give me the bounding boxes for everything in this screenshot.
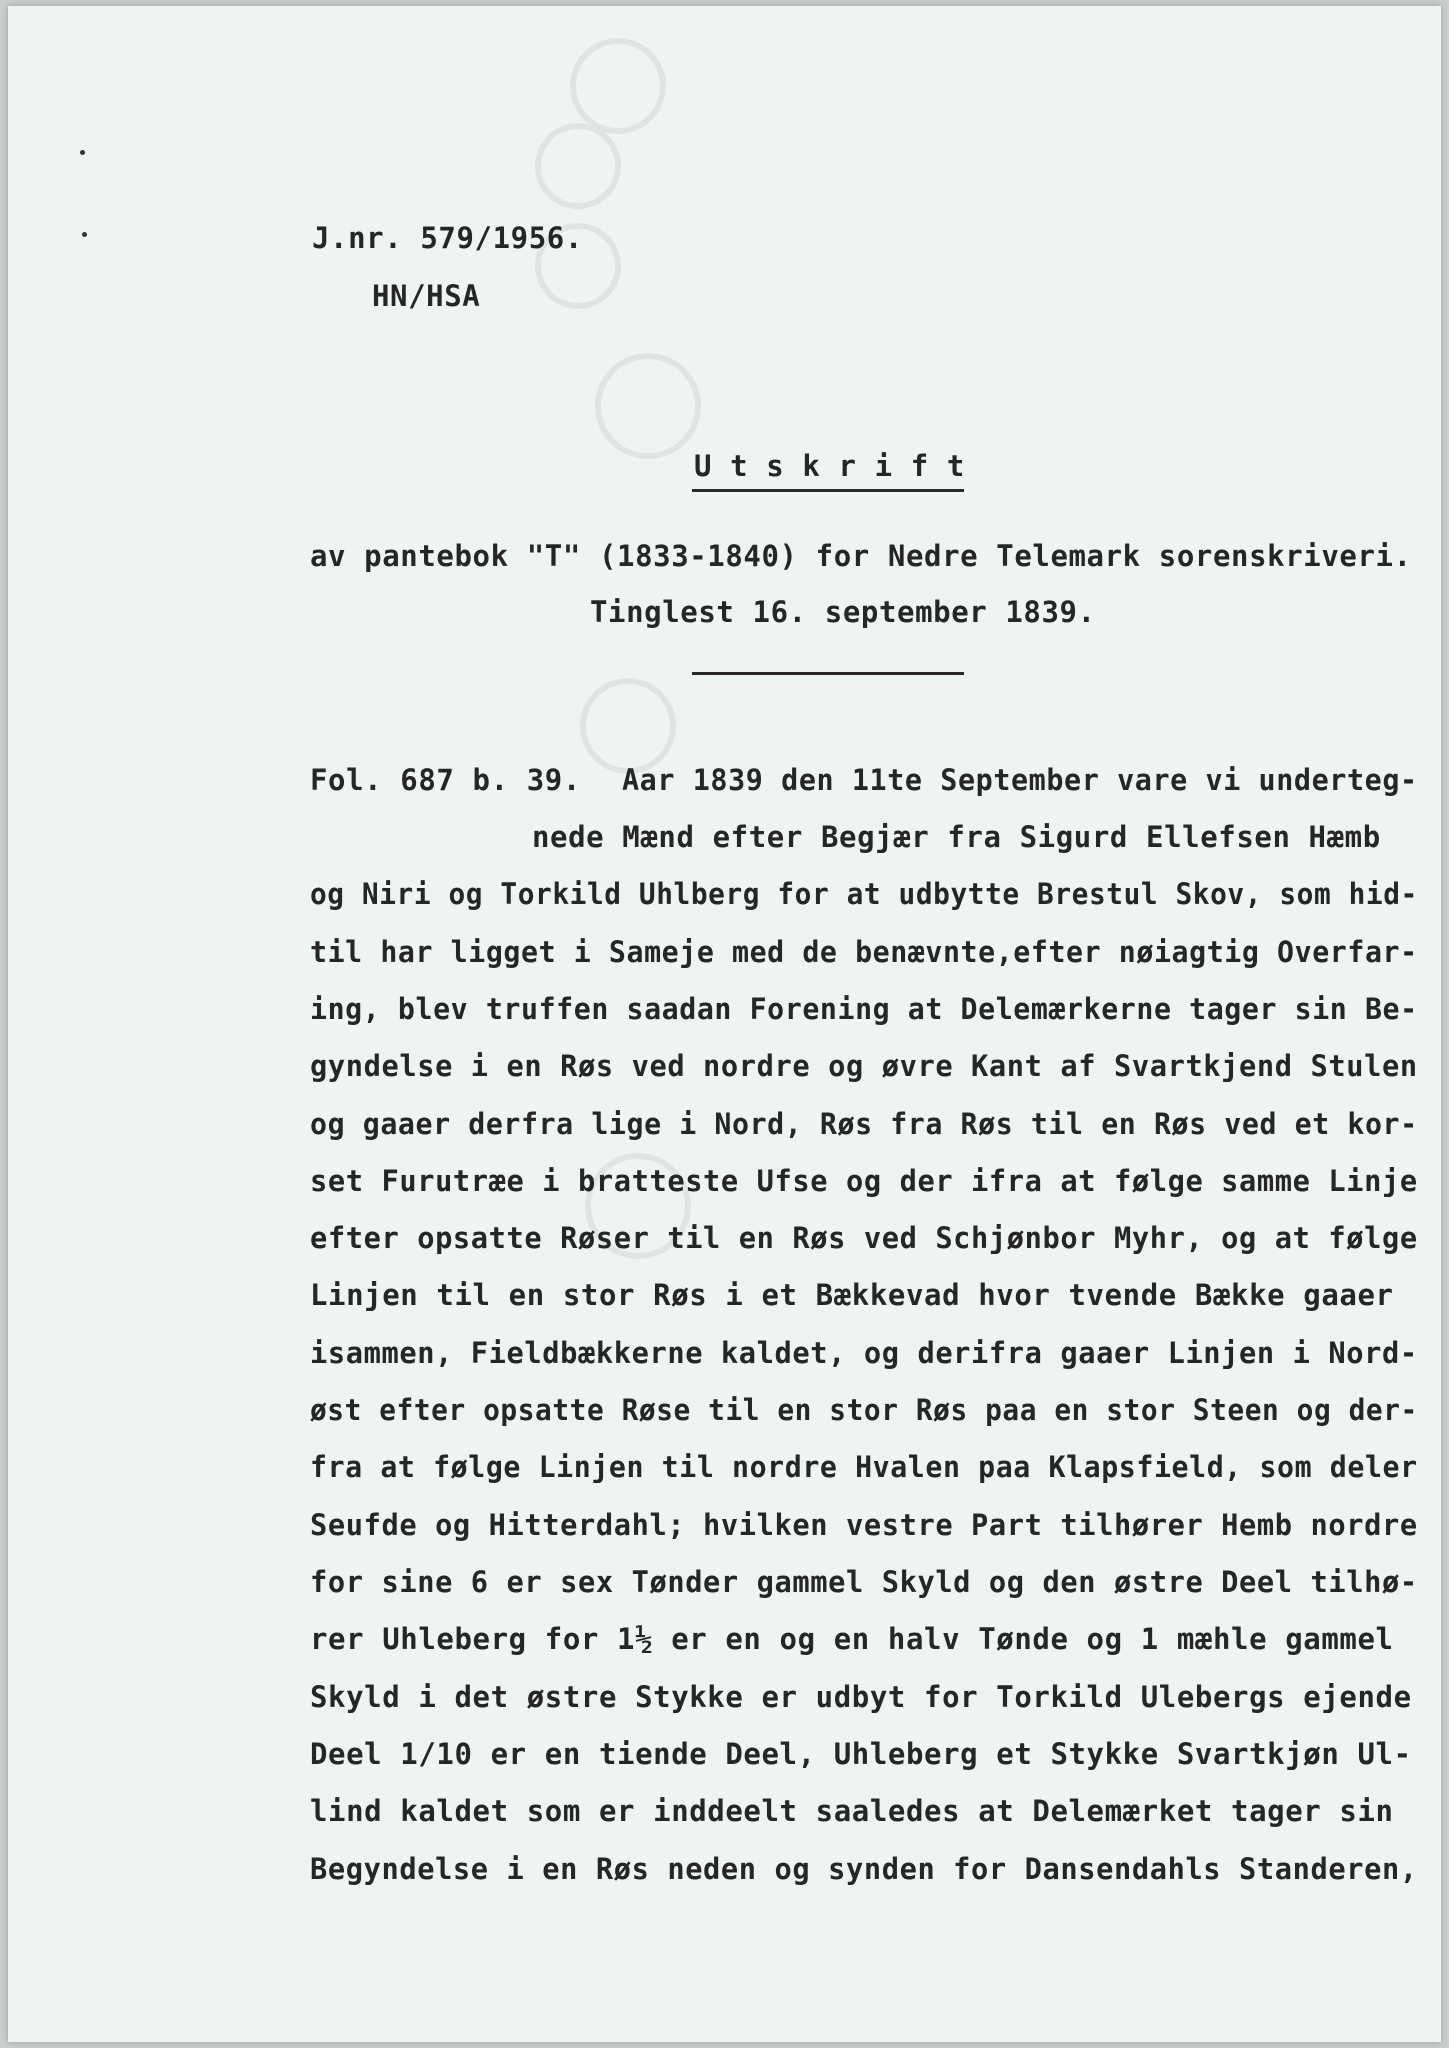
document-page bbox=[8, 6, 1441, 2042]
subtitle-line-2: Tinglest 16. september 1839. bbox=[590, 595, 1096, 629]
text-line: Begyndelse i en Røs neden og synden for Dansendahls Standeren, bbox=[310, 1852, 1418, 1886]
text-line: efter opsatte Røser til en Røs ved Schjønbor Myhr, og at følge bbox=[310, 1221, 1418, 1255]
folio-reference: Fol. 687 b. 39. bbox=[310, 763, 581, 797]
subtitle-line-1: av pantebok "T" (1833-1840) for Nedre Telemark sorenskriveri. bbox=[310, 539, 1412, 573]
text-line: Seufde og Hitterdahl; hvilken vestre Part tilhører Hemb nordre bbox=[310, 1508, 1418, 1542]
text-line: isammen, Fieldbækkerne kaldet, og derifra gaaer Linjen i Nord- bbox=[310, 1336, 1418, 1370]
text-line: Linjen til en stor Røs i et Bækkevad hvor tvende Bække gaaer bbox=[310, 1278, 1394, 1312]
bleed-through-stamp bbox=[428, 26, 888, 1276]
title-underline bbox=[692, 489, 964, 492]
journal-number: J.nr. 579/1956. bbox=[312, 221, 583, 255]
text-line: til har ligget i Sameje med de benævnte,efter nøiagtig Overfar- bbox=[310, 935, 1418, 969]
initials: HN/HSA bbox=[372, 279, 481, 313]
document-title: U t s k r i f t bbox=[694, 449, 965, 483]
text-line: Deel 1/10 er en tiende Deel, Uhleberg et Stykke Svartkjøn Ul- bbox=[310, 1737, 1412, 1771]
text-line: set Furutræe i bratteste Ufse og der ifra at følge samme Linje bbox=[310, 1164, 1418, 1198]
text-line: rer Uhleberg for 1½ er en og en halv Tønde og 1 mæhle gammel bbox=[310, 1622, 1394, 1656]
text-line: ing, blev truffen saadan Forening at Delemærkerne tager sin Be- bbox=[310, 992, 1418, 1026]
text-line: fra at følge Linjen til nordre Hvalen paa Klapsfield, som deler bbox=[310, 1450, 1418, 1484]
text-line: gyndelse i en Røs ved nordre og øvre Kant af Svartkjend Stulen bbox=[310, 1049, 1418, 1083]
section-divider bbox=[692, 672, 964, 675]
margin-mark bbox=[80, 150, 85, 155]
text-line: nede Mænd efter Begjær fra Sigurd Ellefsen Hæmb bbox=[532, 820, 1381, 854]
text-line: Skyld i det østre Stykke er udbyt for Torkild Ulebergs ejende bbox=[310, 1680, 1412, 1714]
margin-mark bbox=[82, 232, 87, 237]
text-line: lind kaldet som er inddeelt saaledes at Delemærket tager sin bbox=[310, 1794, 1394, 1828]
text-line: og Niri og Torkild Uhlberg for at udbytte Brestul Skov, som hid- bbox=[310, 877, 1418, 911]
text-line: og gaaer derfra lige i Nord, Røs fra Røs til en Røs ved et kor- bbox=[310, 1107, 1418, 1141]
text-line: Aar 1839 den 11te September vare vi underteg- bbox=[622, 763, 1418, 797]
text-line: for sine 6 er sex Tønder gammel Skyld og den østre Deel tilhø- bbox=[310, 1565, 1418, 1599]
text-line: øst efter opsatte Røse til en stor Røs paa en stor Steen og der- bbox=[310, 1393, 1418, 1427]
